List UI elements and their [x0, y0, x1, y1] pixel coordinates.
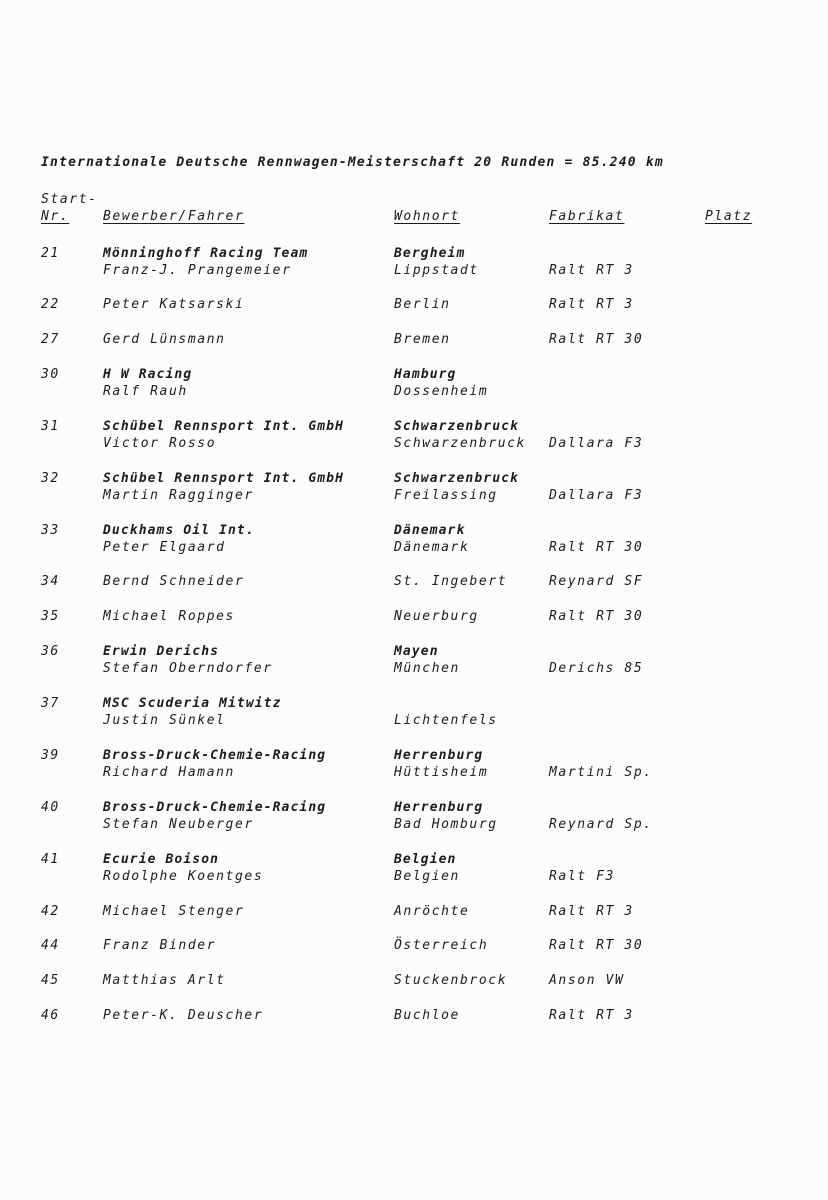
team-name: MSC Scuderia Mitwitz — [103, 696, 282, 711]
driver-name: Stefan Neuberger — [103, 817, 254, 832]
start-number: 30 — [41, 367, 60, 382]
driver-name: Richard Hamann — [103, 765, 235, 780]
car-make: Ralt F3 — [549, 869, 615, 884]
start-number: 37 — [41, 696, 60, 711]
driver-name: Martin Ragginger — [103, 488, 254, 503]
team-location: Schwarzenbruck — [394, 471, 519, 486]
entry-row — [0, 903, 828, 937]
start-number: 39 — [41, 748, 60, 763]
driver-name: Peter Elgaard — [103, 540, 226, 555]
driver-location: Dänemark — [394, 540, 470, 555]
start-number: 22 — [41, 297, 60, 312]
entry-row — [0, 573, 828, 607]
car-make: Ralt RT 3 — [549, 1008, 634, 1023]
entry-row — [0, 366, 828, 400]
team-location: Schwarzenbruck — [394, 419, 519, 434]
entry-row — [0, 643, 828, 677]
entry-row — [0, 296, 828, 330]
entry-row — [0, 331, 828, 365]
entry-row — [0, 972, 828, 1006]
entry-row — [0, 1007, 828, 1041]
driver-name: Michael Roppes — [103, 609, 235, 624]
car-make: Ralt RT 3 — [549, 904, 634, 919]
driver-location: Buchloe — [394, 1008, 460, 1023]
team-name: Ecurie Boison — [103, 852, 220, 867]
driver-location: Bad Homburg — [394, 817, 498, 832]
header-platz: Platz — [705, 209, 753, 224]
driver-location: Stuckenbrock — [394, 973, 508, 988]
entry-row — [0, 522, 828, 556]
car-make: Derichs 85 — [549, 661, 644, 676]
driver-name: Justin Sünkel — [103, 713, 226, 728]
driver-name: Matthias Arlt — [103, 973, 226, 988]
team-name: H W Racing — [103, 367, 193, 382]
header-start: Start- — [41, 192, 98, 207]
car-make: Reynard Sp. — [549, 817, 653, 832]
car-make: Ralt RT 30 — [549, 609, 644, 624]
entry-row — [0, 851, 828, 885]
team-name: Schübel Rennsport Int. GmbH — [103, 471, 345, 486]
driver-location: Neuerburg — [394, 609, 479, 624]
driver-location: Österreich — [394, 938, 489, 953]
start-number: 46 — [41, 1008, 60, 1023]
driver-location: Lichtenfels — [394, 713, 498, 728]
driver-location: München — [394, 661, 460, 676]
driver-name: Bernd Schneider — [103, 574, 245, 589]
page-title: Internationale Deutsche Rennwagen-Meisterschaft 20 Runden = 85.240 km — [41, 155, 664, 170]
team-name: Bross-Druck-Chemie-Racing — [103, 748, 327, 763]
driver-name: Franz Binder — [103, 938, 217, 953]
driver-location: Anröchte — [394, 904, 470, 919]
driver-name: Rodolphe Koentges — [103, 869, 264, 884]
team-name: Mönninghoff Racing Team — [103, 246, 309, 261]
start-number: 34 — [41, 574, 60, 589]
team-location: Bergheim — [394, 246, 466, 261]
driver-name: Michael Stenger — [103, 904, 245, 919]
team-location: Dänemark — [394, 523, 466, 538]
start-number: 33 — [41, 523, 60, 538]
header-fabrikat: Fabrikat — [549, 209, 625, 224]
car-make: Ralt RT 3 — [549, 297, 634, 312]
car-make: Ralt RT 30 — [549, 540, 644, 555]
start-number: 40 — [41, 800, 60, 815]
team-name: Schübel Rennsport Int. GmbH — [103, 419, 345, 434]
entry-row — [0, 747, 828, 781]
driver-location: Berlin — [394, 297, 451, 312]
entry-row — [0, 695, 828, 729]
driver-location: Hüttisheim — [394, 765, 489, 780]
team-name: Duckhams Oil Int. — [103, 523, 255, 538]
team-location: Herrenburg — [394, 800, 484, 815]
car-make: Dallara F3 — [549, 488, 644, 503]
start-number: 27 — [41, 332, 60, 347]
team-name: Erwin Derichs — [103, 644, 220, 659]
entry-row — [0, 245, 828, 279]
driver-location: Lippstadt — [394, 263, 479, 278]
driver-name: Peter-K. Deuscher — [103, 1008, 264, 1023]
entry-row — [0, 937, 828, 971]
driver-location: Belgien — [394, 869, 460, 884]
car-make: Reynard SF — [549, 574, 644, 589]
start-number: 45 — [41, 973, 60, 988]
car-make: Anson VW — [549, 973, 625, 988]
car-make: Dallara F3 — [549, 436, 644, 451]
driver-name: Stefan Oberndorfer — [103, 661, 273, 676]
team-name: Bross-Druck-Chemie-Racing — [103, 800, 327, 815]
driver-name: Ralf Rauh — [103, 384, 188, 399]
entry-row — [0, 470, 828, 504]
header-bewerber-fahrer: Bewerber/Fahrer — [103, 209, 245, 224]
driver-location: Dossenheim — [394, 384, 489, 399]
car-make: Ralt RT 30 — [549, 938, 644, 953]
start-number: 44 — [41, 938, 60, 953]
car-make: Ralt RT 3 — [549, 263, 634, 278]
entry-row — [0, 799, 828, 833]
team-location: Mayen — [394, 644, 439, 659]
driver-location: St. Ingebert — [394, 574, 508, 589]
driver-name: Franz-J. Prangemeier — [103, 263, 292, 278]
car-make: Ralt RT 30 — [549, 332, 644, 347]
car-make: Martini Sp. — [549, 765, 653, 780]
team-location: Belgien — [394, 852, 457, 867]
driver-location: Bremen — [394, 332, 451, 347]
team-location: Herrenburg — [394, 748, 484, 763]
driver-location: Schwarzenbruck — [394, 436, 526, 451]
header-nr: Nr. — [41, 209, 70, 224]
start-number: 32 — [41, 471, 60, 486]
start-number: 42 — [41, 904, 60, 919]
start-number: 41 — [41, 852, 60, 867]
driver-name: Victor Rosso — [103, 436, 217, 451]
entry-row — [0, 608, 828, 642]
start-number: 31 — [41, 419, 60, 434]
start-number: 36 — [41, 644, 60, 659]
driver-name: Peter Katsarski — [103, 297, 245, 312]
team-location: Hamburg — [394, 367, 457, 382]
start-number: 21 — [41, 246, 60, 261]
start-number: 35 — [41, 609, 60, 624]
entry-row — [0, 418, 828, 452]
header-wohnort: Wohnort — [394, 209, 460, 224]
driver-name: Gerd Lünsmann — [103, 332, 226, 347]
driver-location: Freilassing — [394, 488, 498, 503]
